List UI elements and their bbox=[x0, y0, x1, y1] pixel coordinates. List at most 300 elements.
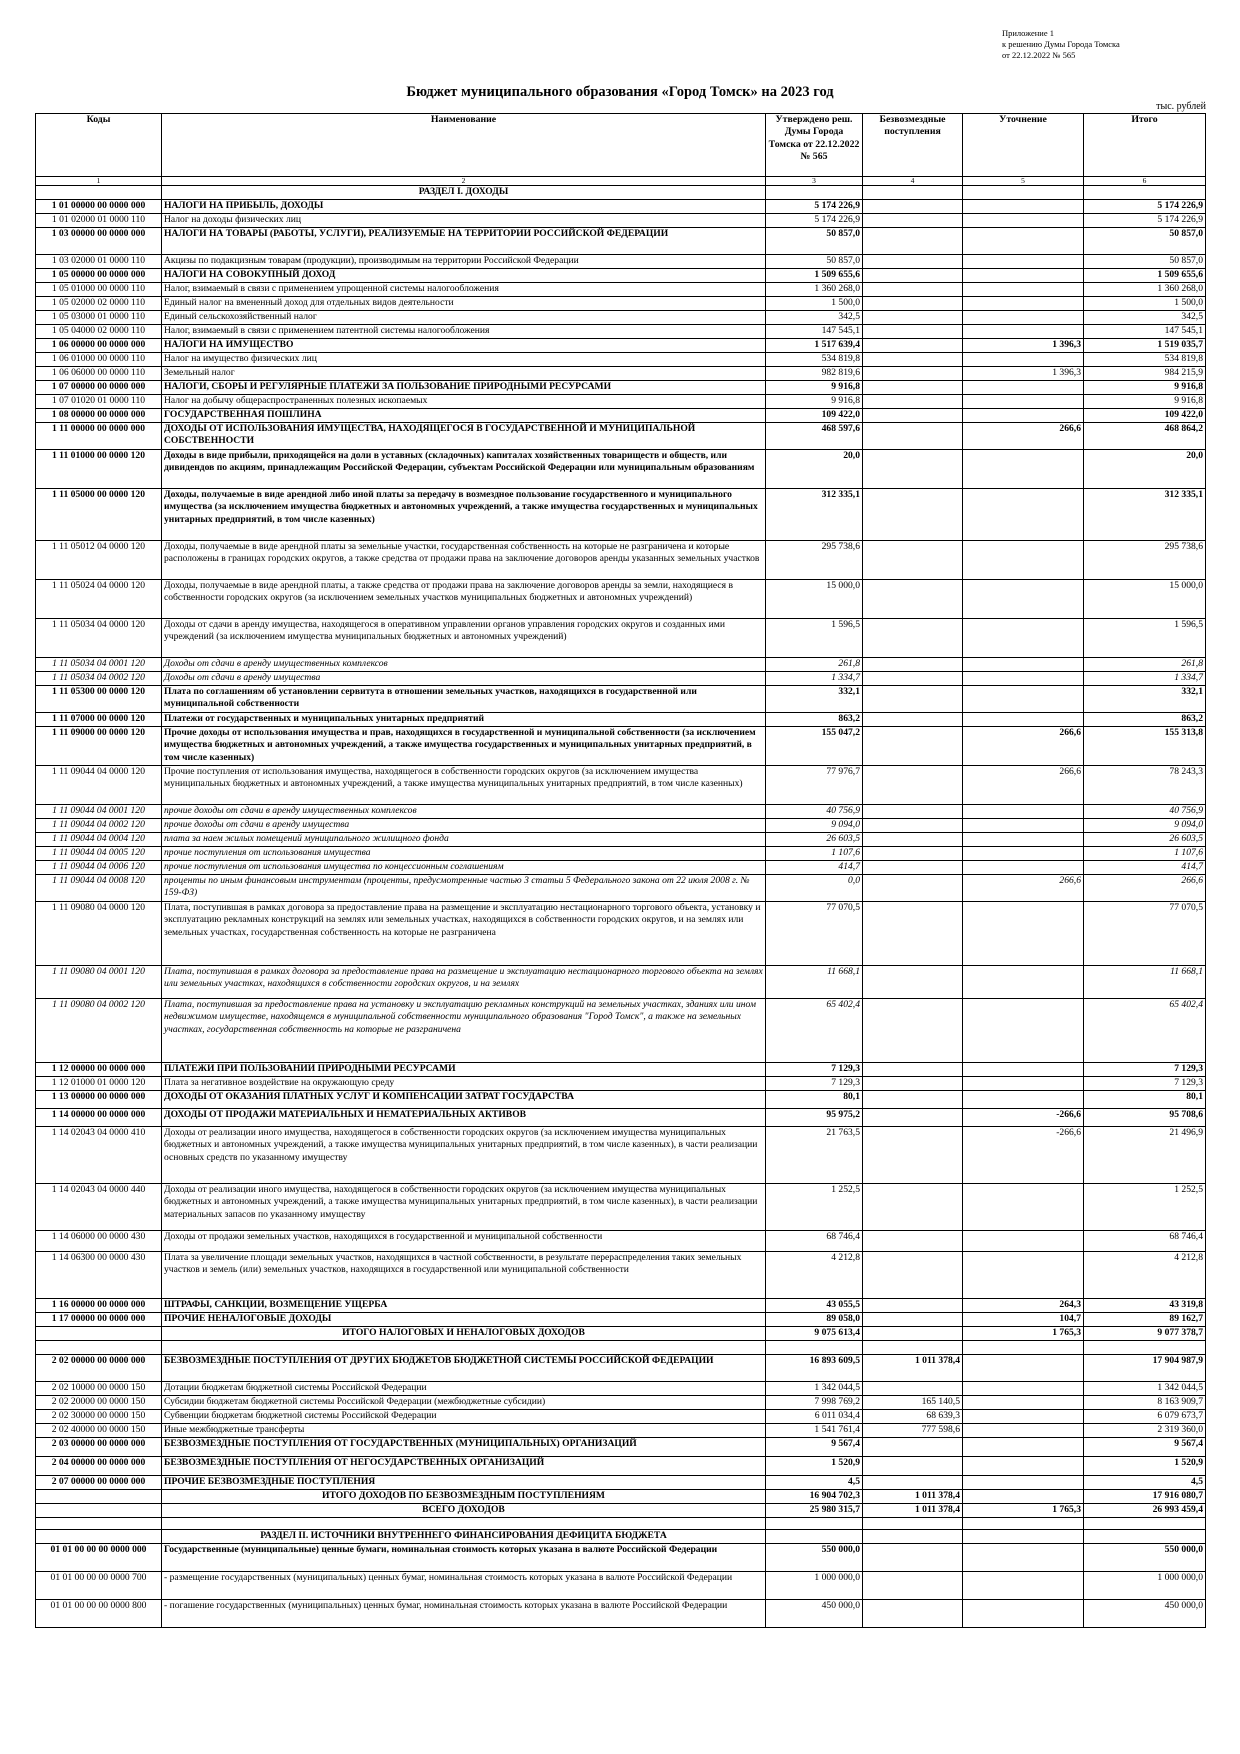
row-gratuitous-value bbox=[863, 283, 963, 297]
row-total-value: 1 252,5 bbox=[1084, 1184, 1206, 1231]
approval-line-3: от 22.12.2022 № 565 bbox=[1002, 50, 1076, 60]
row-name: Единый сельскохозяйственный налог bbox=[162, 311, 766, 325]
row-total-value: 9 094,0 bbox=[1084, 819, 1206, 833]
row-total-value: 9 916,8 bbox=[1084, 381, 1206, 395]
row-code: 1 11 09044 04 0008 120 bbox=[36, 875, 162, 902]
column-number: 3 bbox=[766, 177, 863, 186]
row-total-value: 15 000,0 bbox=[1084, 580, 1206, 619]
header-row bbox=[36, 114, 1206, 177]
row-code: 1 11 07000 00 0000 120 bbox=[36, 713, 162, 727]
row-total-value: 4,5 bbox=[1084, 1476, 1206, 1490]
row-code bbox=[36, 1327, 162, 1341]
row-approved-value: 9 916,8 bbox=[766, 381, 863, 395]
row-clarification-value bbox=[963, 1077, 1084, 1091]
row-gratuitous-value bbox=[863, 325, 963, 339]
row-clarification-value bbox=[963, 1424, 1084, 1438]
table-row bbox=[36, 423, 1206, 450]
row-gratuitous-value bbox=[863, 580, 963, 619]
row-gratuitous-value bbox=[863, 966, 963, 999]
row-clarification-value bbox=[963, 297, 1084, 311]
row-name: Земельный налог bbox=[162, 367, 766, 381]
table-row bbox=[36, 214, 1206, 228]
row-name bbox=[162, 1341, 766, 1355]
row-total-value: 77 070,5 bbox=[1084, 902, 1206, 966]
row-total-value: 550 000,0 bbox=[1084, 1544, 1206, 1572]
row-approved-value: 1 500,0 bbox=[766, 297, 863, 311]
row-total-value: 1 342 044,5 bbox=[1084, 1382, 1206, 1396]
row-gratuitous-value bbox=[863, 367, 963, 381]
row-clarification-value bbox=[963, 1438, 1084, 1457]
row-clarification-value bbox=[963, 672, 1084, 686]
row-name: Плата по соглашениям об установлении сервитута в отношении земельных участков, находящихся в государственной или муниципальной собственности bbox=[162, 686, 766, 713]
row-clarification-value bbox=[963, 541, 1084, 580]
row-total-value: 21 496,9 bbox=[1084, 1127, 1206, 1184]
row-approved-value: 7 129,3 bbox=[766, 1063, 863, 1077]
row-name: Доходы от сдачи в аренду имущества, находящегося в оперативном управлении органов управления городских округов и созданных ими учреждений (за исключением имущества муниципальных бюджетных и автономных учреждений) bbox=[162, 619, 766, 658]
row-approved-value: 9 567,4 bbox=[766, 1438, 863, 1457]
row-total-value: 50 857,0 bbox=[1084, 228, 1206, 255]
table-row bbox=[36, 1518, 1206, 1530]
row-gratuitous-value: 68 639,3 bbox=[863, 1410, 963, 1424]
row-gratuitous-value bbox=[863, 1109, 963, 1127]
row-approved-value: 4 212,8 bbox=[766, 1252, 863, 1299]
row-code: 1 03 02000 01 0000 110 bbox=[36, 255, 162, 269]
row-gratuitous-value bbox=[863, 1457, 963, 1476]
row-name: - погашение государственных (муниципальных) ценных бумаг, номинальная стоимость которых указана в валюте Российской Федерации bbox=[162, 1600, 766, 1628]
table-row bbox=[36, 819, 1206, 833]
row-total-value bbox=[1084, 186, 1206, 200]
row-code: 1 05 01000 00 0000 110 bbox=[36, 283, 162, 297]
row-code bbox=[36, 186, 162, 200]
row-gratuitous-value bbox=[863, 1063, 963, 1077]
row-approved-value: 65 402,4 bbox=[766, 999, 863, 1063]
row-approved-value: 7 998 769,2 bbox=[766, 1396, 863, 1410]
row-clarification-value bbox=[963, 619, 1084, 658]
header-approved: Утверждено реш. Думы Города Томска от 22.12.2022 № 565 bbox=[766, 114, 863, 177]
row-code: 01 01 00 00 00 0000 700 bbox=[36, 1572, 162, 1600]
row-gratuitous-value bbox=[863, 1184, 963, 1231]
table-row bbox=[36, 1091, 1206, 1109]
row-total-value: 266,6 bbox=[1084, 875, 1206, 902]
row-code: 1 07 00000 00 0000 000 bbox=[36, 381, 162, 395]
table-row bbox=[36, 186, 1206, 200]
table-row bbox=[36, 1063, 1206, 1077]
row-total-value: 1 596,5 bbox=[1084, 619, 1206, 658]
row-name: Доходы, получаемые в виде арендной платы, а также средства от продажи права на заключение договоров аренды за земли, находящиеся в собственности городских округов (за исключением земельных участков муниципальных бюджетных и автономных учреждений) bbox=[162, 580, 766, 619]
row-code: 1 08 00000 00 0000 000 bbox=[36, 409, 162, 423]
row-approved-value: 1 509 655,6 bbox=[766, 269, 863, 283]
table-row bbox=[36, 1109, 1206, 1127]
row-approved-value: 43 055,5 bbox=[766, 1299, 863, 1313]
row-clarification-value bbox=[963, 255, 1084, 269]
row-approved-value: 863,2 bbox=[766, 713, 863, 727]
row-clarification-value bbox=[963, 1063, 1084, 1077]
table-row bbox=[36, 1327, 1206, 1341]
row-clarification-value bbox=[963, 1457, 1084, 1476]
row-name: плата за наем жилых помещений муниципального жилищного фонда bbox=[162, 833, 766, 847]
column-number-row bbox=[36, 177, 1206, 186]
row-total-value: 147 545,1 bbox=[1084, 325, 1206, 339]
row-clarification-value bbox=[963, 861, 1084, 875]
column-number: 4 bbox=[863, 177, 963, 186]
row-total-value: 295 738,6 bbox=[1084, 541, 1206, 580]
row-total-value: 20,0 bbox=[1084, 450, 1206, 489]
row-clarification-value bbox=[963, 1091, 1084, 1109]
row-name: Единый налог на вмененный доход для отдельных видов деятельности bbox=[162, 297, 766, 311]
row-name: Плата за негативное воздействие на окружающую среду bbox=[162, 1077, 766, 1091]
row-name: ПРОЧИЕ БЕЗВОЗМЕЗДНЫЕ ПОСТУПЛЕНИЯ bbox=[162, 1476, 766, 1490]
row-total-value: 1 520,9 bbox=[1084, 1457, 1206, 1476]
row-clarification-value bbox=[963, 1382, 1084, 1396]
row-total-value bbox=[1084, 1518, 1206, 1530]
row-name: НАЛОГИ, СБОРЫ И РЕГУЛЯРНЫЕ ПЛАТЕЖИ ЗА ПОЛЬЗОВАНИЕ ПРИРОДНЫМИ РЕСУРСАМИ bbox=[162, 381, 766, 395]
row-approved-value: 1 342 044,5 bbox=[766, 1382, 863, 1396]
row-code: 2 03 00000 00 0000 000 bbox=[36, 1438, 162, 1457]
row-gratuitous-value bbox=[863, 1299, 963, 1313]
row-total-value: 332,1 bbox=[1084, 686, 1206, 713]
row-gratuitous-value bbox=[863, 847, 963, 861]
row-total-value: 17 904 987,9 bbox=[1084, 1355, 1206, 1382]
row-clarification-value: 1 765,3 bbox=[963, 1504, 1084, 1518]
row-gratuitous-value bbox=[863, 1476, 963, 1490]
row-name: НАЛОГИ НА ИМУЩЕСТВО bbox=[162, 339, 766, 353]
row-total-value: 26 993 459,4 bbox=[1084, 1504, 1206, 1518]
row-approved-value: 9 916,8 bbox=[766, 395, 863, 409]
row-code: 1 11 09044 04 0001 120 bbox=[36, 805, 162, 819]
row-approved-value: 261,8 bbox=[766, 658, 863, 672]
row-total-value: 414,7 bbox=[1084, 861, 1206, 875]
row-clarification-value bbox=[963, 228, 1084, 255]
row-name: РАЗДЕЛ I. ДОХОДЫ bbox=[162, 186, 766, 200]
row-clarification-value bbox=[963, 686, 1084, 713]
row-approved-value bbox=[766, 1341, 863, 1355]
row-approved-value: 1 596,5 bbox=[766, 619, 863, 658]
row-approved-value: 1 541 761,4 bbox=[766, 1424, 863, 1438]
row-clarification-value bbox=[963, 805, 1084, 819]
row-gratuitous-value bbox=[863, 255, 963, 269]
row-approved-value: 68 746,4 bbox=[766, 1231, 863, 1252]
row-name: Прочие поступления от использования имущества, находящегося в собственности городских округов (за исключением имущества муниципальных бюджетных и автономных учреждений, а также имущества муниципальных унитарных предприятий, в том числе казенных) bbox=[162, 766, 766, 805]
row-clarification-value: 266,6 bbox=[963, 766, 1084, 805]
row-clarification-value bbox=[963, 1572, 1084, 1600]
row-clarification-value: 266,6 bbox=[963, 875, 1084, 902]
row-name: Государственные (муниципальные) ценные бумаги, номинальная стоимость которых указана в валюте Российской Федерации bbox=[162, 1544, 766, 1572]
row-code: 1 12 01000 01 0000 120 bbox=[36, 1077, 162, 1091]
table-row bbox=[36, 353, 1206, 367]
row-name: ИТОГО ДОХОДОВ ПО БЕЗВОЗМЕЗДНЫМ ПОСТУПЛЕНИЯМ bbox=[162, 1490, 766, 1504]
row-gratuitous-value bbox=[863, 489, 963, 541]
row-approved-value: 9 094,0 bbox=[766, 819, 863, 833]
row-gratuitous-value bbox=[863, 1600, 963, 1628]
row-code: 1 14 06300 00 0000 430 bbox=[36, 1252, 162, 1299]
row-code: 2 07 00000 00 0000 000 bbox=[36, 1476, 162, 1490]
row-gratuitous-value bbox=[863, 713, 963, 727]
table-row bbox=[36, 766, 1206, 805]
row-approved-value: 1 520,9 bbox=[766, 1457, 863, 1476]
row-code: 1 11 01000 00 0000 120 bbox=[36, 450, 162, 489]
row-approved-value: 468 597,6 bbox=[766, 423, 863, 450]
row-code: 1 14 06000 00 0000 430 bbox=[36, 1231, 162, 1252]
table-row bbox=[36, 1490, 1206, 1504]
row-clarification-value bbox=[963, 1231, 1084, 1252]
row-approved-value: 40 756,9 bbox=[766, 805, 863, 819]
row-approved-value: 1 517 639,4 bbox=[766, 339, 863, 353]
row-total-value bbox=[1084, 1341, 1206, 1355]
row-gratuitous-value bbox=[863, 805, 963, 819]
row-code: 1 11 05024 04 0000 120 bbox=[36, 580, 162, 619]
row-clarification-value bbox=[963, 999, 1084, 1063]
row-name: Налог, взимаемый в связи с применением патентной системы налогообложения bbox=[162, 325, 766, 339]
table-row bbox=[36, 200, 1206, 214]
row-gratuitous-value: 1 011 378,4 bbox=[863, 1355, 963, 1382]
row-code: 1 11 09044 04 0004 120 bbox=[36, 833, 162, 847]
table-row bbox=[36, 1457, 1206, 1476]
row-approved-value: 20,0 bbox=[766, 450, 863, 489]
table-row bbox=[36, 672, 1206, 686]
row-clarification-value bbox=[963, 580, 1084, 619]
row-name: НАЛОГИ НА СОВОКУПНЫЙ ДОХОД bbox=[162, 269, 766, 283]
row-total-value: 1 509 655,6 bbox=[1084, 269, 1206, 283]
table-row bbox=[36, 805, 1206, 819]
row-name: Доходы от продажи земельных участков, находящихся в государственной и муниципальной собственности bbox=[162, 1231, 766, 1252]
row-approved-value bbox=[766, 1518, 863, 1530]
row-approved-value: 109 422,0 bbox=[766, 409, 863, 423]
row-gratuitous-value bbox=[863, 423, 963, 450]
row-clarification-value bbox=[963, 353, 1084, 367]
row-total-value: 1 107,6 bbox=[1084, 847, 1206, 861]
row-total-value: 468 864,2 bbox=[1084, 423, 1206, 450]
row-gratuitous-value bbox=[863, 727, 963, 766]
row-code: 1 17 00000 00 0000 000 bbox=[36, 1313, 162, 1327]
row-code: 1 11 09080 04 0000 120 bbox=[36, 902, 162, 966]
row-name: Налог, взимаемый в связи с применением упрощенной системы налогообложения bbox=[162, 283, 766, 297]
row-code: 2 02 30000 00 0000 150 bbox=[36, 1410, 162, 1424]
row-approved-value: 1 252,5 bbox=[766, 1184, 863, 1231]
row-name: ПЛАТЕЖИ ПРИ ПОЛЬЗОВАНИИ ПРИРОДНЫМИ РЕСУРСАМИ bbox=[162, 1063, 766, 1077]
row-approved-value: 11 668,1 bbox=[766, 966, 863, 999]
approval-line-2: к решению Думы Города Томска bbox=[1002, 39, 1120, 49]
table-row bbox=[36, 861, 1206, 875]
row-total-value: 43 319,8 bbox=[1084, 1299, 1206, 1313]
row-name: Доходы от сдачи в аренду имущества bbox=[162, 672, 766, 686]
row-name: Плата, поступившая в рамках договора за предоставление права на размещение и эксплуатацию нестационарного торгового объекта на землях или земельных участках, находящихся в собственности городских округов, и на землях bbox=[162, 966, 766, 999]
row-gratuitous-value bbox=[863, 353, 963, 367]
row-name: Доходы, получаемые в виде арендной либо иной платы за передачу в возмездное пользование государственного и муниципального имущества (за исключением имущества бюджетных и автономных учреждений, а также имущества государственных и муниципальных унитарных предприятий, в том числе казенных) bbox=[162, 489, 766, 541]
row-total-value: 534 819,8 bbox=[1084, 353, 1206, 367]
table-row bbox=[36, 450, 1206, 489]
row-code: 2 02 00000 00 0000 000 bbox=[36, 1355, 162, 1382]
row-approved-value: 5 174 226,9 bbox=[766, 200, 863, 214]
row-total-value: 1 519 035,7 bbox=[1084, 339, 1206, 353]
row-gratuitous-value bbox=[863, 214, 963, 228]
table-row bbox=[36, 489, 1206, 541]
row-approved-value: 16 904 702,3 bbox=[766, 1490, 863, 1504]
row-name: Доходы в виде прибыли, приходящейся на доли в уставных (складочных) капиталах хозяйственных товариществ и обществ, или дивидендов по акциям, принадлежащим Российской Федерации, субъектам Российской Федерации или муниципальным образованиям bbox=[162, 450, 766, 489]
table-row bbox=[36, 847, 1206, 861]
row-total-value: 1 000 000,0 bbox=[1084, 1572, 1206, 1600]
row-approved-value: 295 738,6 bbox=[766, 541, 863, 580]
row-name: Доходы от реализации иного имущества, находящегося в собственности городских округов (за исключением имущества муниципальных бюджетных и автономных учреждений, а также имущества муниципальных унитарных предприятий, в том числе казенных), в части реализации основных средств по указанному имуществу bbox=[162, 1127, 766, 1184]
table-row bbox=[36, 325, 1206, 339]
row-approved-value: 332,1 bbox=[766, 686, 863, 713]
row-approved-value: 550 000,0 bbox=[766, 1544, 863, 1572]
row-gratuitous-value: 1 011 378,4 bbox=[863, 1504, 963, 1518]
table-row bbox=[36, 339, 1206, 353]
row-clarification-value bbox=[963, 450, 1084, 489]
table-row bbox=[36, 713, 1206, 727]
row-total-value: 863,2 bbox=[1084, 713, 1206, 727]
table-row bbox=[36, 1424, 1206, 1438]
row-approved-value: 80,1 bbox=[766, 1091, 863, 1109]
row-name: Дотации бюджетам бюджетной системы Российской Федерации bbox=[162, 1382, 766, 1396]
row-approved-value: 155 047,2 bbox=[766, 727, 863, 766]
row-code: 1 11 05000 00 0000 120 bbox=[36, 489, 162, 541]
row-total-value: 78 243,3 bbox=[1084, 766, 1206, 805]
table-row bbox=[36, 727, 1206, 766]
row-gratuitous-value bbox=[863, 619, 963, 658]
table-row bbox=[36, 1252, 1206, 1299]
row-approved-value: 342,5 bbox=[766, 311, 863, 325]
row-code: 1 14 02043 04 0000 440 bbox=[36, 1184, 162, 1231]
row-approved-value: 147 545,1 bbox=[766, 325, 863, 339]
row-clarification-value bbox=[963, 214, 1084, 228]
row-name: ГОСУДАРСТВЕННАЯ ПОШЛИНА bbox=[162, 409, 766, 423]
row-code: 1 05 02000 02 0000 110 bbox=[36, 297, 162, 311]
row-code: 2 02 10000 00 0000 150 bbox=[36, 1382, 162, 1396]
row-clarification-value bbox=[963, 283, 1084, 297]
table-row bbox=[36, 1355, 1206, 1382]
row-name: БЕЗВОЗМЕЗДНЫЕ ПОСТУПЛЕНИЯ ОТ НЕГОСУДАРСТВЕННЫХ ОРГАНИЗАЦИЙ bbox=[162, 1457, 766, 1476]
row-code: 2 04 00000 00 0000 000 bbox=[36, 1457, 162, 1476]
row-approved-value: 4,5 bbox=[766, 1476, 863, 1490]
table-row bbox=[36, 1572, 1206, 1600]
row-name: РАЗДЕЛ II. ИСТОЧНИКИ ВНУТРЕННЕГО ФИНАНСИРОВАНИЯ ДЕФИЦИТА БЮДЖЕТА bbox=[162, 1530, 766, 1544]
row-total-value: 5 174 226,9 bbox=[1084, 200, 1206, 214]
row-gratuitous-value bbox=[863, 1544, 963, 1572]
row-gratuitous-value: 777 598,6 bbox=[863, 1424, 963, 1438]
row-clarification-value bbox=[963, 381, 1084, 395]
row-clarification-value: -266,6 bbox=[963, 1127, 1084, 1184]
row-name: БЕЗВОЗМЕЗДНЫЕ ПОСТУПЛЕНИЯ ОТ ДРУГИХ БЮДЖЕТОВ БЮДЖЕТНОЙ СИСТЕМЫ РОССИЙСКОЙ ФЕДЕРАЦИИ bbox=[162, 1355, 766, 1382]
row-clarification-value bbox=[963, 1518, 1084, 1530]
row-total-value: 50 857,0 bbox=[1084, 255, 1206, 269]
row-gratuitous-value bbox=[863, 1382, 963, 1396]
row-gratuitous-value bbox=[863, 1438, 963, 1457]
row-name: НАЛОГИ НА ПРИБЫЛЬ, ДОХОДЫ bbox=[162, 200, 766, 214]
row-code: 1 06 00000 00 0000 000 bbox=[36, 339, 162, 353]
row-total-value: 89 162,7 bbox=[1084, 1313, 1206, 1327]
row-clarification-value bbox=[963, 1410, 1084, 1424]
row-clarification-value bbox=[963, 1490, 1084, 1504]
row-total-value: 1 500,0 bbox=[1084, 297, 1206, 311]
row-total-value: 450 000,0 bbox=[1084, 1600, 1206, 1628]
row-approved-value: 21 763,5 bbox=[766, 1127, 863, 1184]
row-total-value: 68 746,4 bbox=[1084, 1231, 1206, 1252]
row-clarification-value bbox=[963, 1600, 1084, 1628]
row-approved-value: 0,0 bbox=[766, 875, 863, 902]
row-approved-value: 50 857,0 bbox=[766, 228, 863, 255]
row-gratuitous-value bbox=[863, 1127, 963, 1184]
row-approved-value: 5 174 226,9 bbox=[766, 214, 863, 228]
row-approved-value: 95 975,2 bbox=[766, 1109, 863, 1127]
row-total-value: 17 916 080,7 bbox=[1084, 1490, 1206, 1504]
row-name: прочие доходы от сдачи в аренду имущественных комплексов bbox=[162, 805, 766, 819]
row-approved-value: 414,7 bbox=[766, 861, 863, 875]
row-total-value: 65 402,4 bbox=[1084, 999, 1206, 1063]
row-total-value: 1 360 268,0 bbox=[1084, 283, 1206, 297]
row-approved-value: 77 070,5 bbox=[766, 902, 863, 966]
table-row bbox=[36, 395, 1206, 409]
row-total-value: 155 313,8 bbox=[1084, 727, 1206, 766]
row-total-value: 9 567,4 bbox=[1084, 1438, 1206, 1457]
row-clarification-value bbox=[963, 489, 1084, 541]
row-total-value: 40 756,9 bbox=[1084, 805, 1206, 819]
table-row bbox=[36, 1382, 1206, 1396]
row-name: прочие поступления от использования имущества по концессионным соглашениям bbox=[162, 861, 766, 875]
column-number: 1 bbox=[36, 177, 162, 186]
row-clarification-value bbox=[963, 395, 1084, 409]
table-row bbox=[36, 541, 1206, 580]
row-gratuitous-value bbox=[863, 409, 963, 423]
row-clarification-value: 1 765,3 bbox=[963, 1327, 1084, 1341]
row-code: 1 11 05300 00 0000 120 bbox=[36, 686, 162, 713]
row-name: ДОХОДЫ ОТ ПРОДАЖИ МАТЕРИАЛЬНЫХ И НЕМАТЕРИАЛЬНЫХ АКТИВОВ bbox=[162, 1109, 766, 1127]
row-gratuitous-value bbox=[863, 381, 963, 395]
table-row bbox=[36, 999, 1206, 1063]
row-approved-value: 25 980 315,7 bbox=[766, 1504, 863, 1518]
row-gratuitous-value bbox=[863, 1518, 963, 1530]
row-name: Доходы от реализации иного имущества, находящегося в собственности городских округов (за исключением имущества муниципальных бюджетных и автономных учреждений, а также имущества муниципальных унитарных предприятий, в том числе казенных), в части реализации материальных запасов по указанному имуществу bbox=[162, 1184, 766, 1231]
table-row bbox=[36, 619, 1206, 658]
row-approved-value: 89 058,0 bbox=[766, 1313, 863, 1327]
row-approved-value: 16 893 609,5 bbox=[766, 1355, 863, 1382]
row-total-value: 342,5 bbox=[1084, 311, 1206, 325]
row-gratuitous-value bbox=[863, 902, 963, 966]
row-name: Доходы от сдачи в аренду имущественных комплексов bbox=[162, 658, 766, 672]
row-code: 1 11 09000 00 0000 120 bbox=[36, 727, 162, 766]
table-row bbox=[36, 297, 1206, 311]
row-code: 2 02 20000 00 0000 150 bbox=[36, 1396, 162, 1410]
table-row bbox=[36, 1127, 1206, 1184]
row-total-value: 2 319 360,0 bbox=[1084, 1424, 1206, 1438]
row-clarification-value bbox=[963, 1476, 1084, 1490]
row-clarification-value: 1 396,3 bbox=[963, 367, 1084, 381]
row-code: 1 05 00000 00 0000 000 bbox=[36, 269, 162, 283]
table-row bbox=[36, 1504, 1206, 1518]
row-approved-value bbox=[766, 1530, 863, 1544]
row-name: Налог на доходы физических лиц bbox=[162, 214, 766, 228]
table-row bbox=[36, 1410, 1206, 1424]
row-gratuitous-value bbox=[863, 658, 963, 672]
row-gratuitous-value: 165 140,5 bbox=[863, 1396, 963, 1410]
row-approved-value: 1 334,7 bbox=[766, 672, 863, 686]
row-code: 1 06 06000 00 0000 110 bbox=[36, 367, 162, 381]
row-clarification-value: 104,7 bbox=[963, 1313, 1084, 1327]
row-gratuitous-value bbox=[863, 672, 963, 686]
row-gratuitous-value bbox=[863, 833, 963, 847]
row-gratuitous-value bbox=[863, 1313, 963, 1327]
row-total-value: 26 603,5 bbox=[1084, 833, 1206, 847]
row-clarification-value bbox=[963, 966, 1084, 999]
table-row bbox=[36, 1341, 1206, 1355]
row-gratuitous-value bbox=[863, 819, 963, 833]
row-total-value: 80,1 bbox=[1084, 1091, 1206, 1109]
row-clarification-value bbox=[963, 819, 1084, 833]
row-gratuitous-value bbox=[863, 186, 963, 200]
row-code: 2 02 40000 00 0000 150 bbox=[36, 1424, 162, 1438]
row-clarification-value bbox=[963, 269, 1084, 283]
row-code bbox=[36, 1490, 162, 1504]
